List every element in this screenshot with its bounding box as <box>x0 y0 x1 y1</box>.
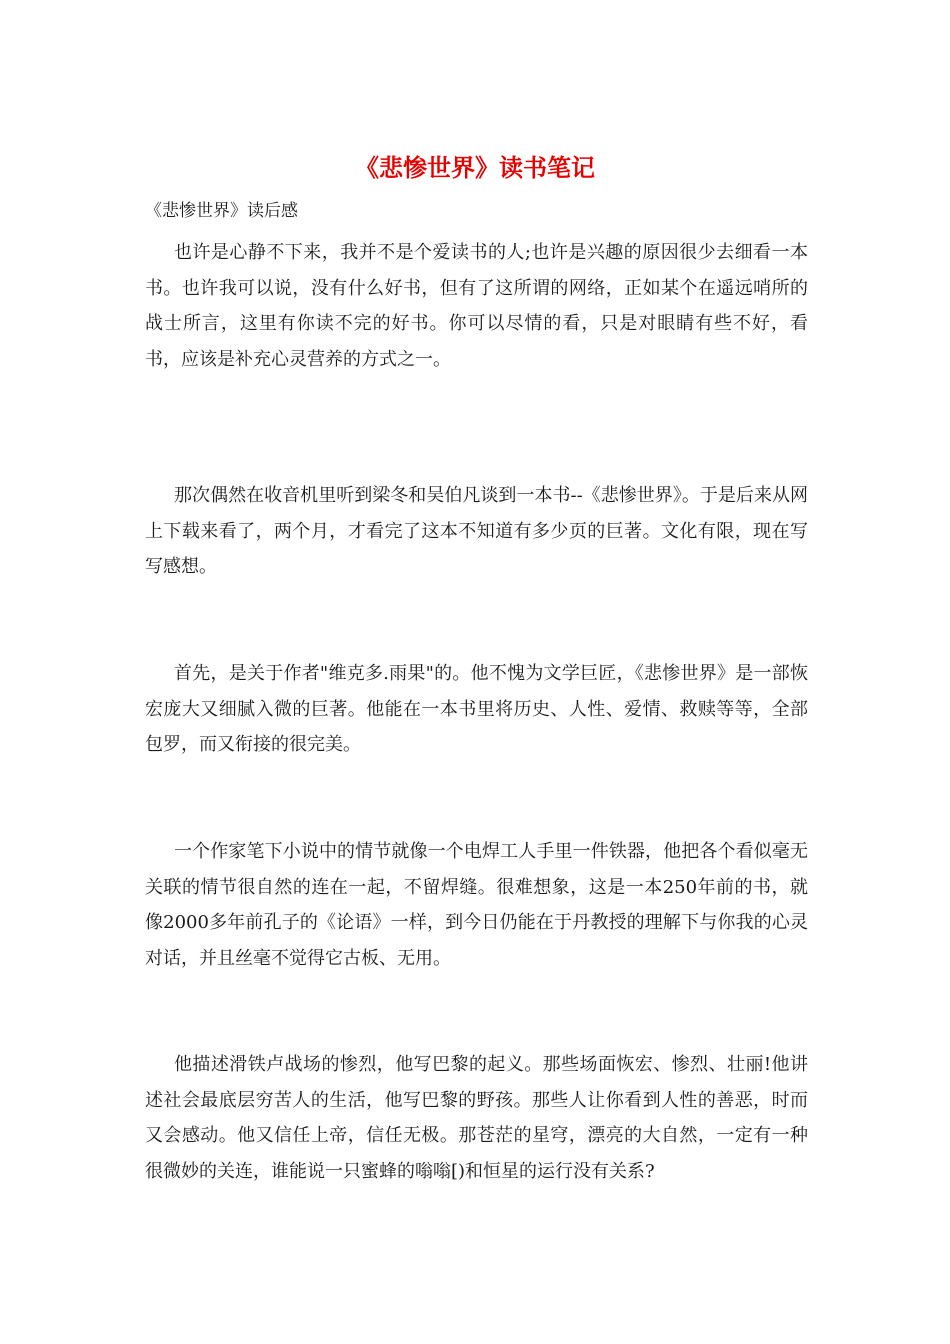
paragraph-4: 一个作家笔下小说中的情节就像一个电焊工人手里一件铁器，他把各个看似毫无关联的情节很自然的连在一起，不留焊缝。很难想象，这是一本250年前的书，就像2000多年前孔子的《论语》一样，到今日仍能在于丹教授的理解下与你我的心灵对话，并且丝毫不觉得它古板、无用。 <box>145 841 808 969</box>
paragraph-5: 他描述滑铁卢战场的惨烈，他写巴黎的起义。那些场面恢宏、惨烈、壮丽!他讲述社会最底层穷苦人的生活，他写巴黎的野孩。那些人让你看到人性的善恶，时而又会感动。他又信任上帝，信任无极。那苍茫的星穹，漂亮的大自然，一定有一种很微妙的关连，谁能说一只蜜蜂的嗡嗡[)和恒星的运行没有关系? <box>145 1054 808 1182</box>
document-title: 《悲惨世界》读书笔记 <box>355 153 595 182</box>
paragraph-1: 也许是心静不下来，我并不是个爱读书的人;也许是兴趣的原因很少去细看一本书。也许我可以说，没有什么好书，但有了这所谓的网络，正如某个在遥远哨所的战士所言，这里有你读不完的好书。你可以尽情的看，只是对眼睛有些不好，看书，应该是补充心灵营养的方式之一。 <box>145 242 808 370</box>
paragraph-2: 那次偶然在收音机里听到梁冬和吴伯凡谈到一本书--《悲惨世界》。于是后来从网上下载来看了，两个月，才看完了这本不知道有多少页的巨著。文化有限，现在写写感想。 <box>145 485 808 577</box>
document-subtitle: 《悲惨世界》读后感 <box>145 201 298 221</box>
paragraph-3: 首先，是关于作者"维克多.雨果"的。他不愧为文学巨匠，《悲惨世界》是一部恢宏庞大又细腻入微的巨著。他能在一本书里将历史、人性、爱情、救赎等等，全部包罗，而又衔接的很完美。 <box>145 663 808 755</box>
